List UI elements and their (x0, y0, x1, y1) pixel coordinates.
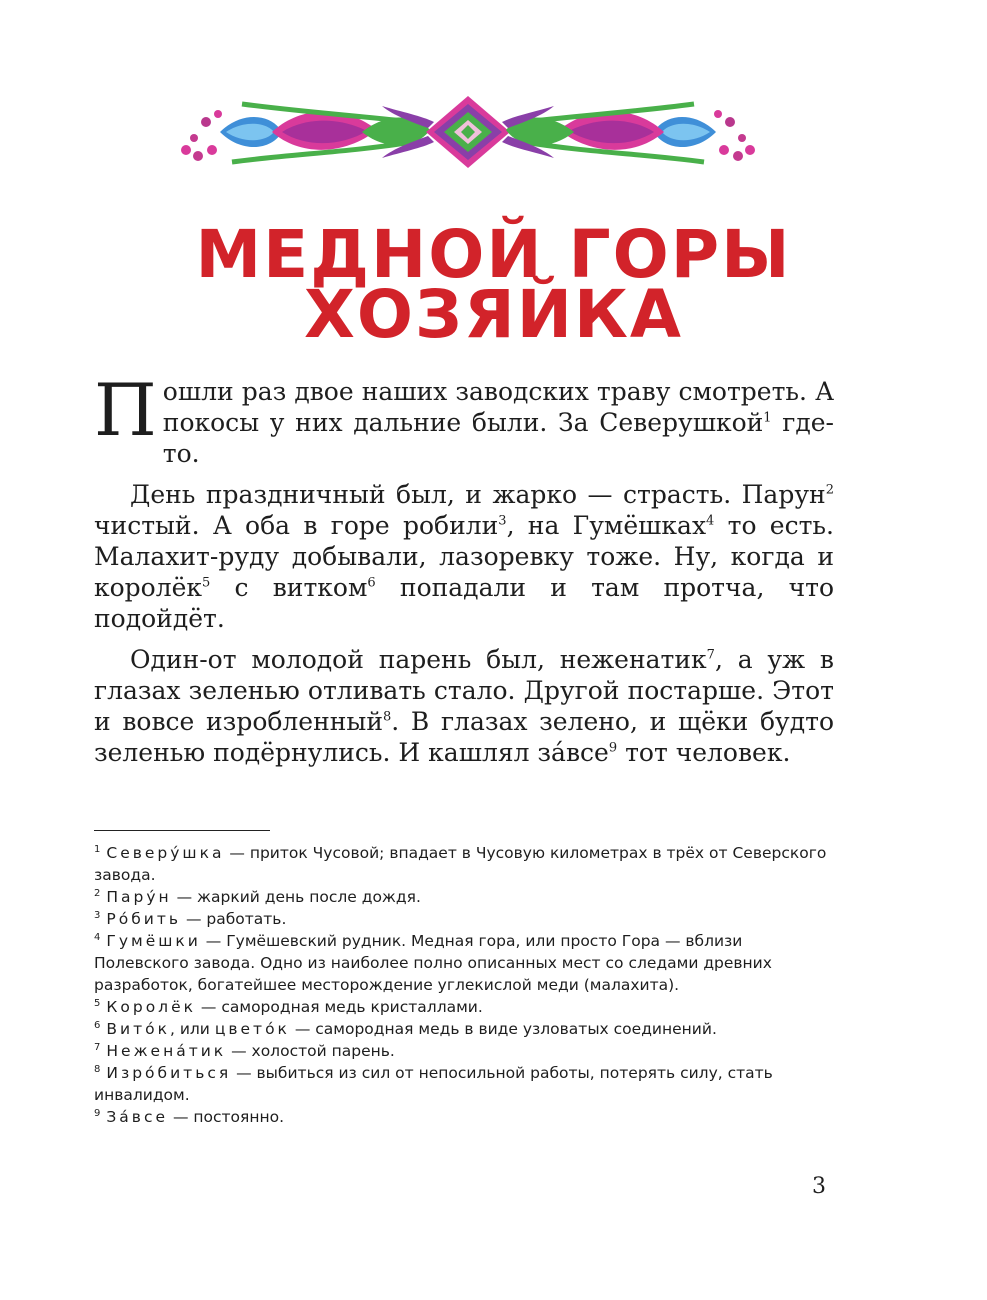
text-run: ошли раз двое наших заводских траву смотреть. А покосы у них дальние были. За Северушкой (162, 377, 834, 437)
footnote-marker: 4 (706, 513, 715, 529)
paragraph-2 (94, 479, 834, 634)
text-run: где-то. (162, 408, 834, 468)
footnote: $^2$ Пару́н — жаркий день после дождя. (94, 887, 421, 906)
ornament-center-diamond (426, 96, 510, 168)
ornament-left-side (181, 104, 434, 162)
text-run: с витком (210, 573, 368, 602)
text-run: . В глазах зелено, и щёки будто зеленью подёрнулись. И кашлял за́все (94, 707, 834, 767)
footnote: $^3$ Ро́бить — работать. (94, 909, 287, 928)
footnote-marker: 2 (825, 482, 834, 498)
text-run: , на Гумёшках (506, 511, 707, 540)
paragraph-3 (94, 644, 834, 768)
text-run: , а уж в глазах зеленью отливать стало. Другой постарше. Этот и вовсе изробленный (94, 645, 834, 736)
footnotes (94, 842, 834, 1128)
footnote: $^8$ Изро́биться — выбиться из сил от непосильной работы, потерять силу, стать инвалидом. (94, 1063, 773, 1104)
footnote: $^5$ Королёк — самородная медь кристаллами. (94, 997, 483, 1016)
footnote-marker: 1 (763, 410, 772, 426)
footnote-marker: 6 (367, 575, 376, 591)
text-run: Один-от молодой парень был, неженатик (130, 645, 707, 674)
footnote-marker: 3 (498, 513, 507, 529)
footnote: $^1$ Северу́шка — приток Чусовой; впадает в Чусовую километрах в трёх от Северского завода. (94, 843, 827, 884)
page-number: 3 (812, 1174, 826, 1199)
footnote: $^7$ Нежена́тик — холостой парень. (94, 1041, 395, 1060)
drop-cap: П (94, 368, 157, 452)
text-run: чистый. А оба в горе робили (94, 511, 499, 540)
text-run: тот человек. (617, 738, 791, 767)
story-text (94, 368, 834, 778)
footnote-marker: 7 (706, 647, 715, 663)
footnote: $^6$ Вито́к, или цвето́к — самородная медь в виде узловатых соединений. (94, 1019, 717, 1038)
text-run: День праздничный был, и жарко — страсть. Парун (130, 480, 826, 509)
chapter-title-line-1: МЕДНОЙ ГОРЫ (195, 216, 792, 293)
ornament-right-side (502, 104, 755, 162)
text-run: то есть. Малахит-руду добывали, лазоревку тоже. Ну, когда и королёк (94, 511, 834, 602)
folk-ornament-header (172, 92, 764, 170)
text-run: попадали и там протча, что подойдёт. (94, 573, 834, 633)
paragraph-1 (94, 368, 834, 469)
footnote-marker: 8 (383, 709, 392, 725)
chapter-title-line-2: ХОЗЯЙКА (304, 276, 683, 353)
footnote: $^4$ Гумёшки — Гумёшевский рудник. Медная гора, или просто Гора — вблизи Полевского завода. Одно из наиболее полно описанных мест со следами древних разработок, богатейшее месторождение углекислой меди (малахита). (94, 931, 772, 994)
footnote-separator (94, 830, 270, 831)
footnote: $^9$ За́все — постоянно. (94, 1107, 285, 1126)
footnote-marker: 9 (608, 740, 618, 756)
footnote-marker: 5 (202, 575, 211, 591)
